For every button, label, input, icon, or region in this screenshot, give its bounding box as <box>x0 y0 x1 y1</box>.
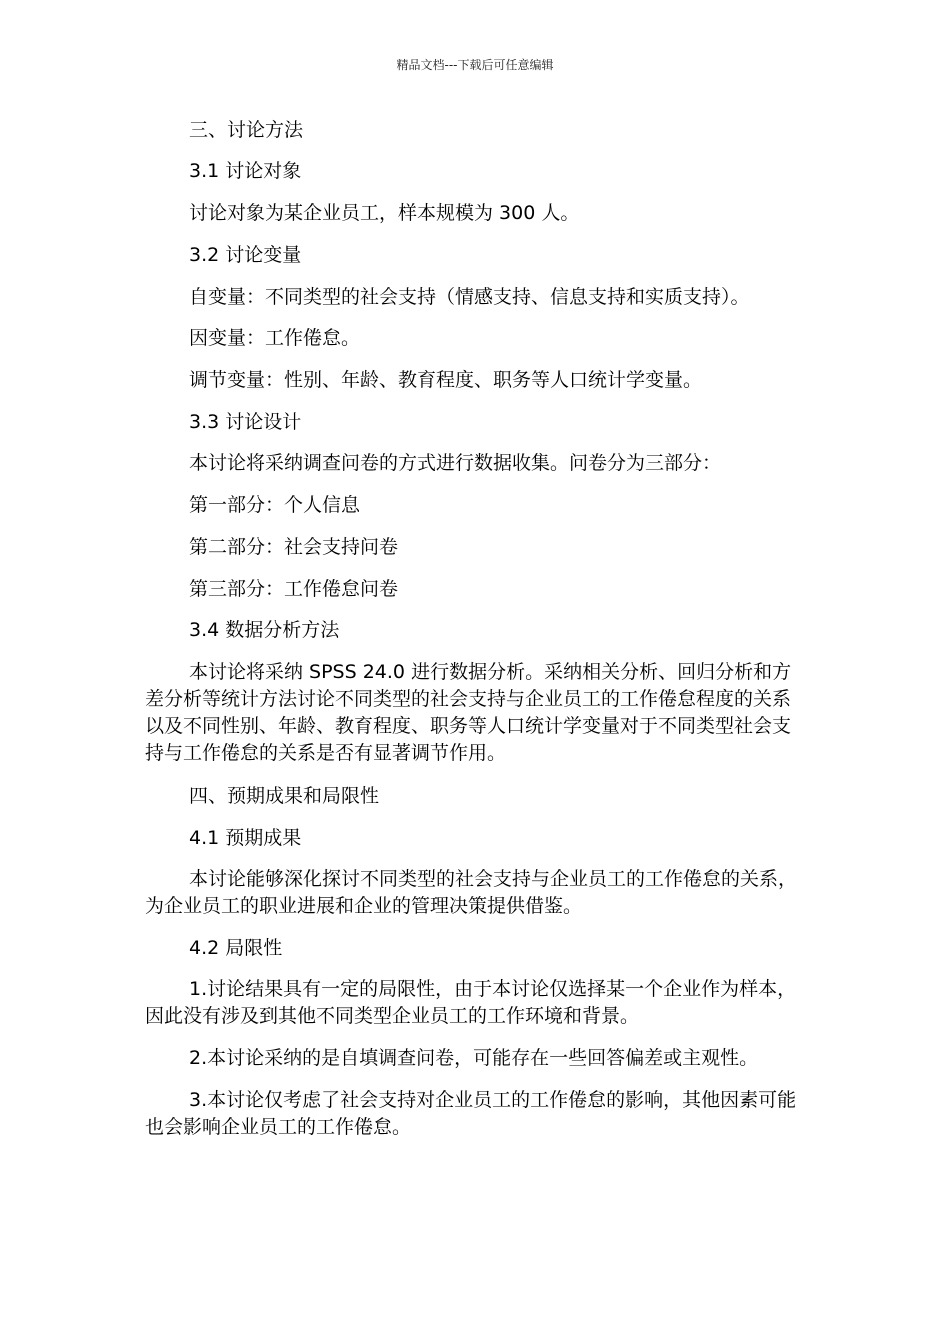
section-heading: 四、预期成果和局限性 <box>189 785 380 807</box>
subsection-heading: 3.3 讨论设计 <box>189 411 302 433</box>
paragraph-line: 讨论对象为某企业员工，样本规模为 300 人。 <box>189 202 580 224</box>
page-header: 精品文档---下载后可任意编辑 <box>396 58 554 72</box>
subsection-heading: 3.2 讨论变量 <box>189 244 302 266</box>
section-heading: 三、讨论方法 <box>189 119 304 141</box>
subsection-heading: 4.1 预期成果 <box>189 827 302 849</box>
subsection-heading: 3.4 数据分析方法 <box>189 619 340 641</box>
paragraph-line: 因变量：工作倦怠。 <box>189 327 361 349</box>
paragraph-line: 第一部分：个人信息 <box>189 494 361 516</box>
paragraph: 3.本讨论仅考虑了社会支持对企业员工的工作倦怠的影响，其他因素可能也会影响企业员工的工作倦怠。 <box>145 1089 797 1138</box>
subsection-heading: 4.2 局限性 <box>189 937 283 959</box>
paragraph-line: 本讨论将采纳调查问卷的方式进行数据收集。问卷分为三部分： <box>189 452 722 474</box>
paragraph: 本讨论将采纳 SPSS 24.0 进行数据分析。采纳相关分析、回归分析和方差分析等统计方法讨论不同类型的社会支持与企业员工的工作倦怠程度的关系以及不同性别、年龄、教育程度、职务等人口统计学变量对于不同类型社会支持与工作倦怠的关系是否有显著调节作用。 <box>145 661 792 764</box>
paragraph-line: 调节变量：性别、年龄、教育程度、职务等人口统计学变量。 <box>189 369 703 391</box>
paragraph-line: 第三部分：工作倦怠问卷 <box>189 578 399 600</box>
paragraph-line: 自变量：不同类型的社会支持（情感支持、信息支持和实质支持）。 <box>189 286 750 308</box>
paragraph: 1.讨论结果具有一定的局限性，由于本讨论仅选择某一个企业作为样本，因此没有涉及到其他不同类型企业员工的工作环境和背景。 <box>145 978 797 1027</box>
paragraph-line: 第二部分：社会支持问卷 <box>189 536 399 558</box>
paragraph: 2.本讨论采纳的是自填调查问卷，可能存在一些回答偏差或主观性。 <box>189 1047 759 1069</box>
paragraph: 本讨论能够深化探讨不同类型的社会支持与企业员工的工作倦怠的关系，为企业员工的职业进展和企业的管理决策提供借鉴。 <box>145 868 798 917</box>
subsection-heading: 3.1 讨论对象 <box>189 160 302 182</box>
